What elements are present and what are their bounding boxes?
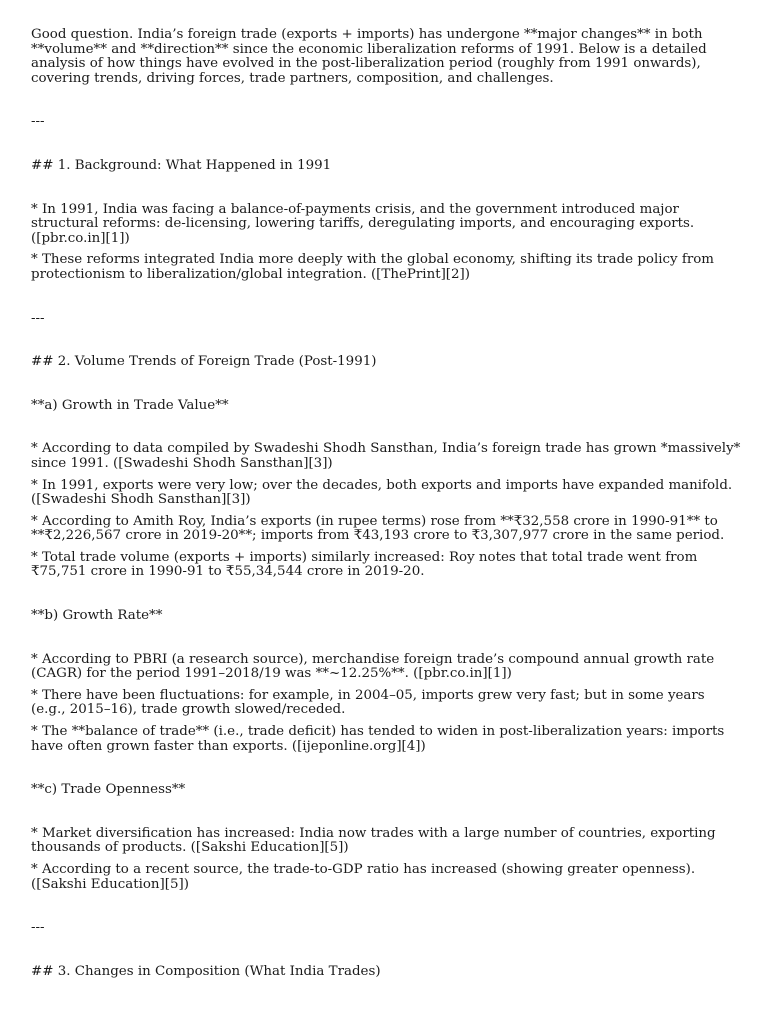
list-item: * The **balance of trade** (i.e., trade deficit) has tended to widen in post-liberalization years: imports have often grown faster than exports. ([ijeponline.org][4]) bbox=[31, 724, 725, 754]
subsection-a-heading: **a) Growth in Trade Value** bbox=[31, 397, 229, 413]
separator-2: --- bbox=[31, 310, 45, 326]
list-item: * According to a recent source, the trade-to-GDP ratio has increased (showing greater openness). ([Sakshi Education][5]) bbox=[31, 862, 696, 892]
separator-3: --- bbox=[31, 920, 45, 936]
list-item: * Market diversification has increased: India now trades with a large number of countries, exporting thousands of products. ([Sakshi Education][5]) bbox=[31, 825, 716, 856]
section-2-heading: ## 2. Volume Trends of Foreign Trade (Post-1991) bbox=[31, 354, 377, 370]
section-3-heading: ## 3. Changes in Composition (What India Trades) bbox=[31, 963, 381, 979]
subsection-b-heading: **b) Growth Rate** bbox=[31, 608, 163, 624]
subsection-c-heading: **c) Trade Openness** bbox=[31, 782, 186, 798]
list-item: * There have been fluctuations: for example, in 2004–05, imports grew very fast; but in some years (e.g., 2015–16), trade growth slowed/receded. bbox=[31, 687, 705, 718]
separator-1: --- bbox=[31, 114, 45, 130]
list-item: * In 1991, India was facing a balance-of-payments crisis, and the government introduced major structural reforms: de-licensing, lowering tariffs, deregulating imports, and encouraging exports. ([pbr.co.in][1]) bbox=[31, 201, 695, 246]
list-item: * According to PBRI (a research source), merchandise foreign trade’s compound annual growth rate (CAGR) for the period 1991–2018/19 was **~12.25%**. ([pbr.co.in][1]) bbox=[31, 651, 715, 682]
list-item: * These reforms integrated India more deeply with the global economy, shifting its trade policy from protectionism to liberalization/global integration. ([ThePrint][2]) bbox=[31, 252, 714, 282]
intro-paragraph: Good question. India’s foreign trade (exports + imports) has undergone **major changes** in both **volume** and **direction** since the economic liberalization reforms of 1991. Below is a detailed analysis of how things have evolved in the post-liberalization period (roughly from 1991 onwards), covering trends, driving forces, trade partners, composition, and challenges. bbox=[31, 27, 707, 86]
section-1-heading: ## 1. Background: What Happened in 1991 bbox=[31, 157, 332, 173]
list-item: * According to data compiled by Swadeshi Shodh Sansthan, India’s foreign trade has grown *massively* since 1991. ([Swadeshi Shodh Sansthan][3]) bbox=[31, 441, 741, 471]
list-item: * According to Amith Roy, India’s exports (in rupee terms) rose from **₹32,558 crore in 1990-91** to **₹2,226,567 crore in 2019-20**; imports from ₹43,193 crore to ₹3,307,977 crore in the same period. bbox=[31, 513, 725, 544]
list-item: * Total trade volume (exports + imports) similarly increased: Roy notes that total trade went from ₹75,751 crore in 1990-91 to ₹55,34,544 crore in 2019-20. bbox=[31, 549, 698, 580]
document-body bbox=[31, 28, 743, 979]
list-item: * In 1991, exports were very low; over the decades, both exports and imports have expanded manifold. ([Swadeshi Shodh Sansthan][3]) bbox=[31, 477, 733, 508]
